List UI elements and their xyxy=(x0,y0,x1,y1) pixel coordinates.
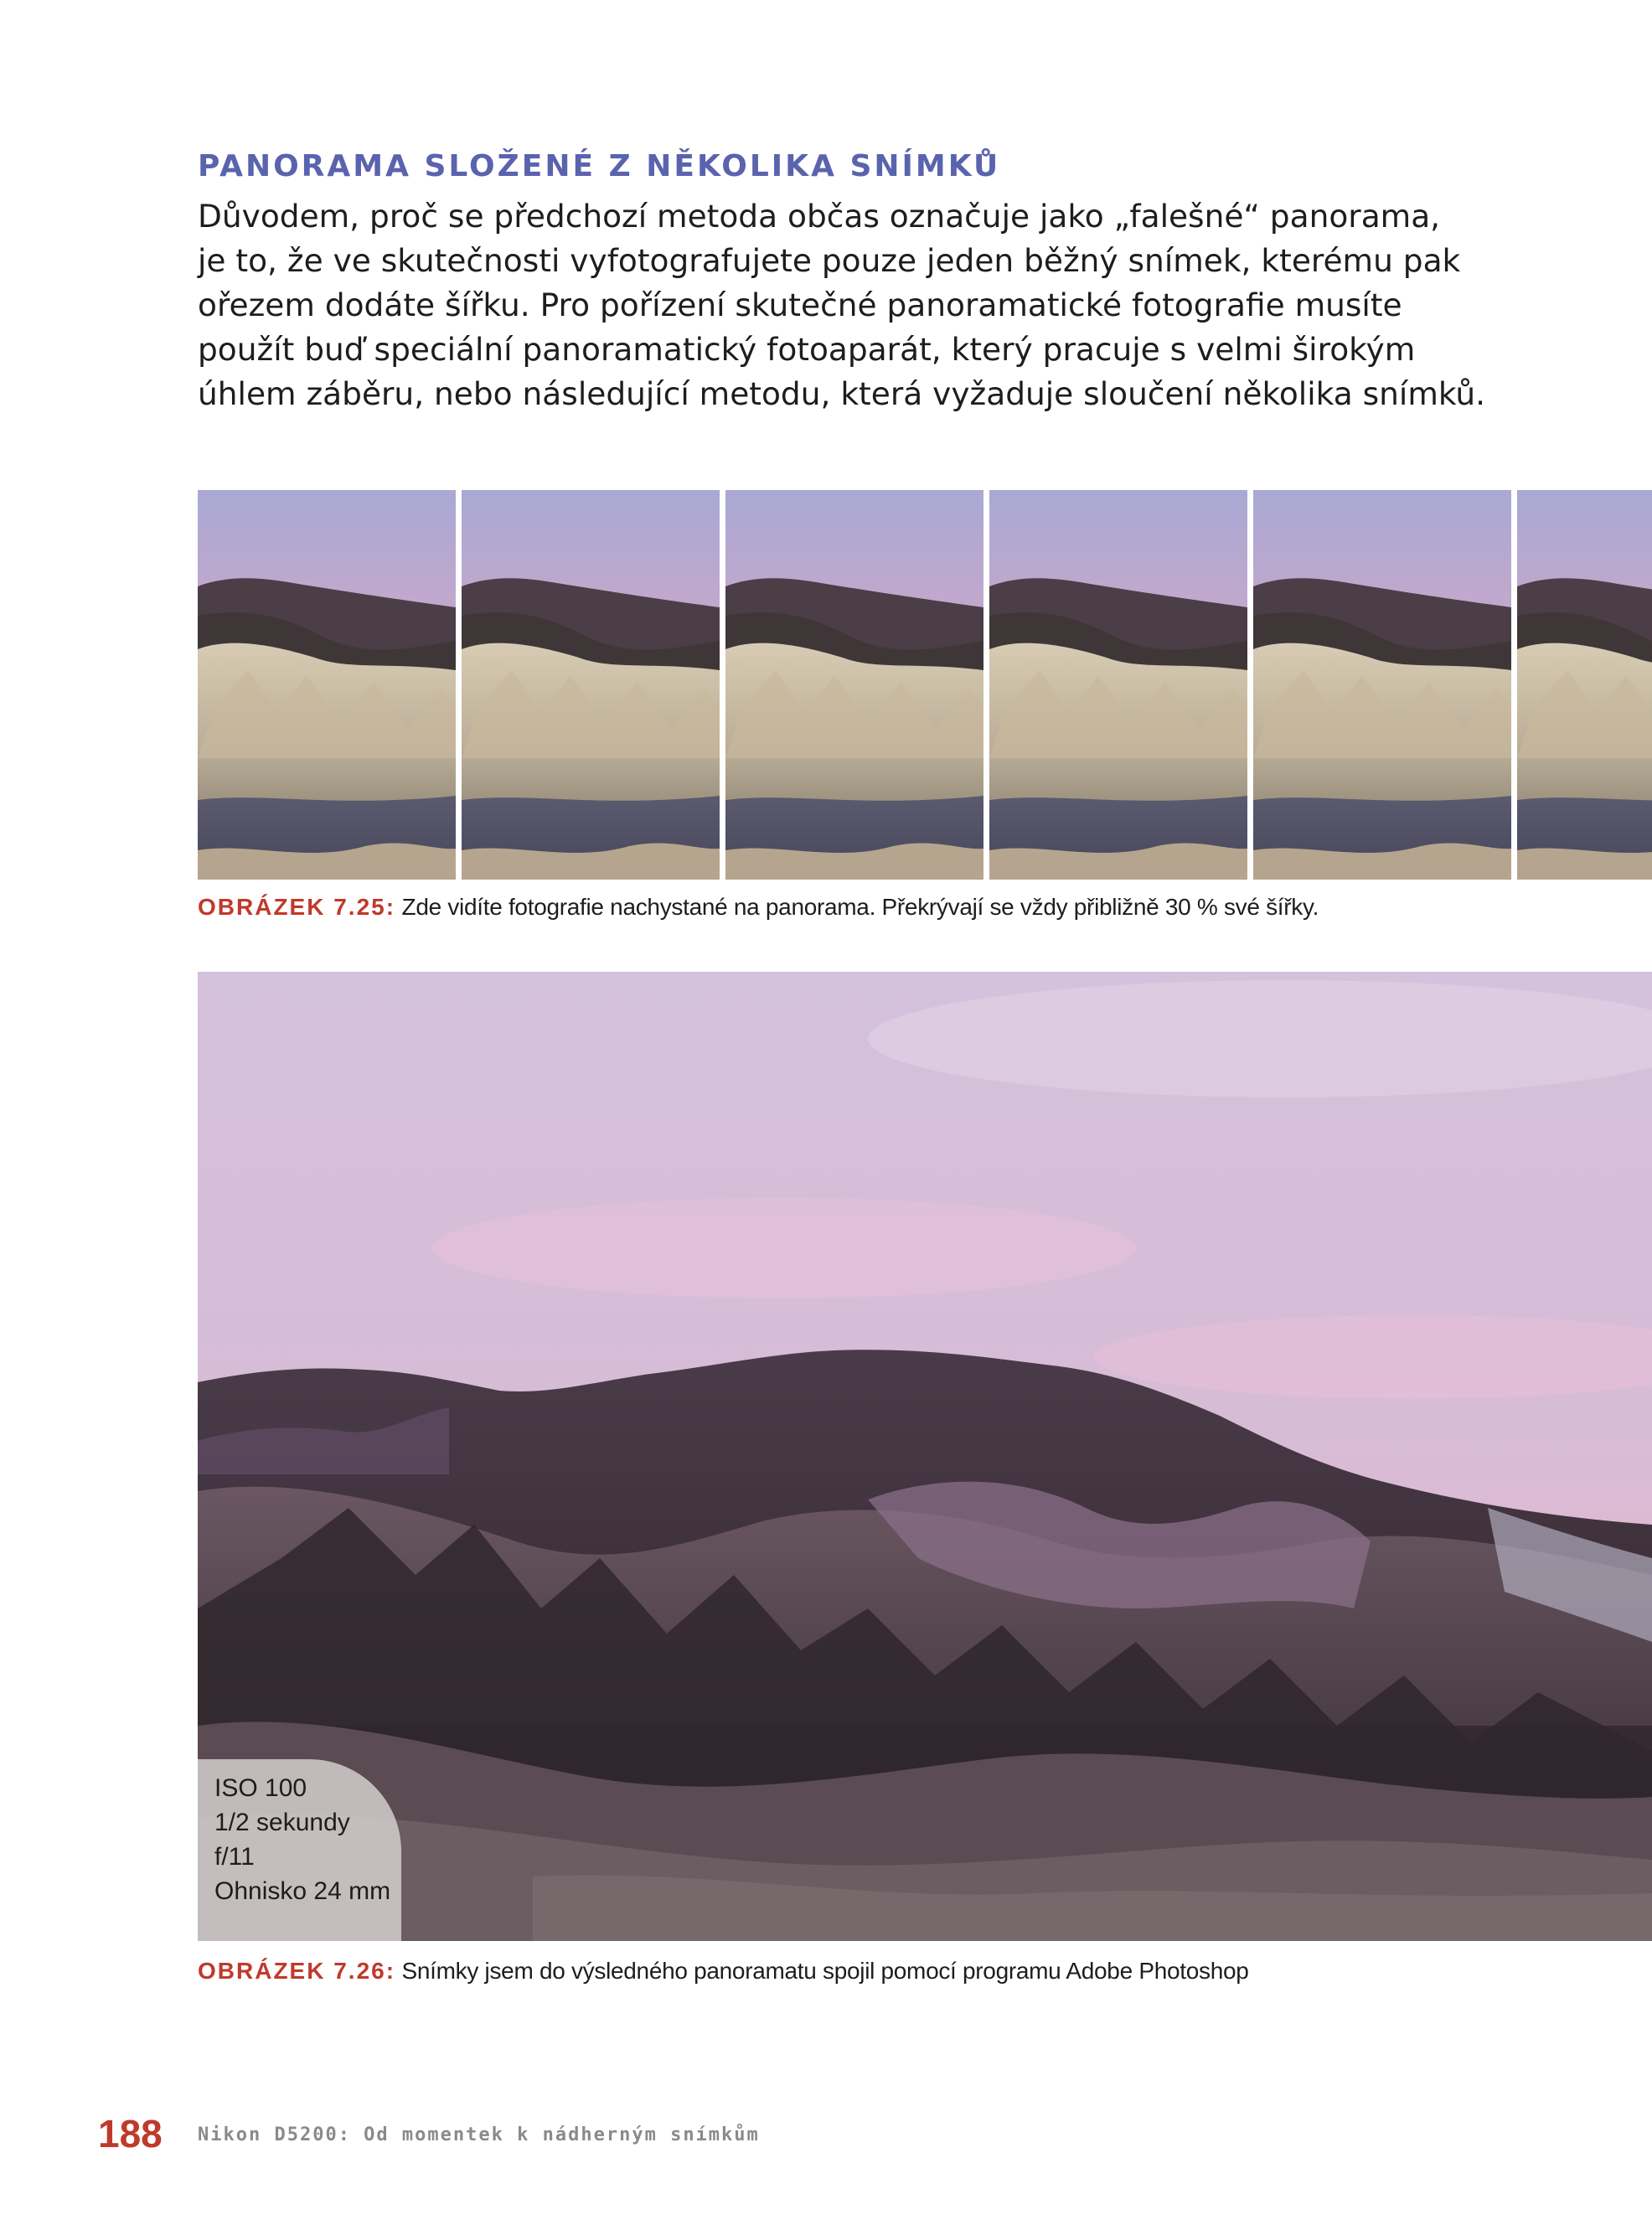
exif-focal-length: Ohnisko 24 mm xyxy=(214,1877,391,1905)
caption-label: OBRÁZEK 7.26: xyxy=(198,1958,396,1984)
page-number: 188 xyxy=(98,2112,163,2155)
caption-text: Zde vidíte fotografie nachystané na panorama. Překrývají se vždy přibližně 30 % své šířky. xyxy=(395,894,1319,920)
figure-caption-7-25 xyxy=(198,894,1319,921)
frame-5 xyxy=(1253,490,1511,880)
exif-aperture: f/11 xyxy=(214,1843,255,1871)
panorama-source-frames xyxy=(198,490,1652,880)
panorama-result-photo xyxy=(198,972,1652,1941)
figure-caption-7-26 xyxy=(198,1958,1249,1985)
section-heading: PANORAMA SLOŽENÉ Z NĚKOLIKA SNÍMKŮ xyxy=(198,149,1001,183)
paragraph-line: úhlem záběru, nebo následující metodu, která vyžaduje sloučení několika snímků. xyxy=(198,375,1486,412)
frame-2 xyxy=(462,490,720,880)
paragraph-line: použít buď speciální panoramatický fotoaparát, který pracuje s velmi širokým xyxy=(198,331,1416,368)
exif-shutter: 1/2 sekundy xyxy=(214,1809,350,1836)
caption-label: OBRÁZEK 7.25: xyxy=(198,894,396,920)
running-footer-title: Nikon D5200: Od momentek k nádherným snímkům xyxy=(198,2124,760,2145)
frames-svg xyxy=(198,490,1652,880)
paragraph-line: je to, že ve skutečnosti vyfotografujete pouze jeden běžný snímek, kterému pak xyxy=(198,242,1461,279)
paragraph-line: ořezem dodáte šířku. Pro pořízení skutečné panoramatické fotografie musíte xyxy=(198,287,1402,323)
body-paragraph xyxy=(198,194,1486,416)
exif-iso: ISO 100 xyxy=(214,1774,307,1802)
frame-4 xyxy=(989,490,1247,880)
panorama-svg xyxy=(198,972,1652,1941)
frame-1 xyxy=(198,490,456,880)
caption-text: Snímky jsem do výsledného panoramatu spojil pomocí programu Adobe Photoshop xyxy=(395,1958,1249,1984)
frame-6 xyxy=(1517,490,1652,880)
paragraph-line: Důvodem, proč se předchozí metoda občas označuje jako „falešné“ panorama, xyxy=(198,198,1441,235)
frame-3 xyxy=(725,490,983,880)
exif-panel xyxy=(198,1759,401,1941)
